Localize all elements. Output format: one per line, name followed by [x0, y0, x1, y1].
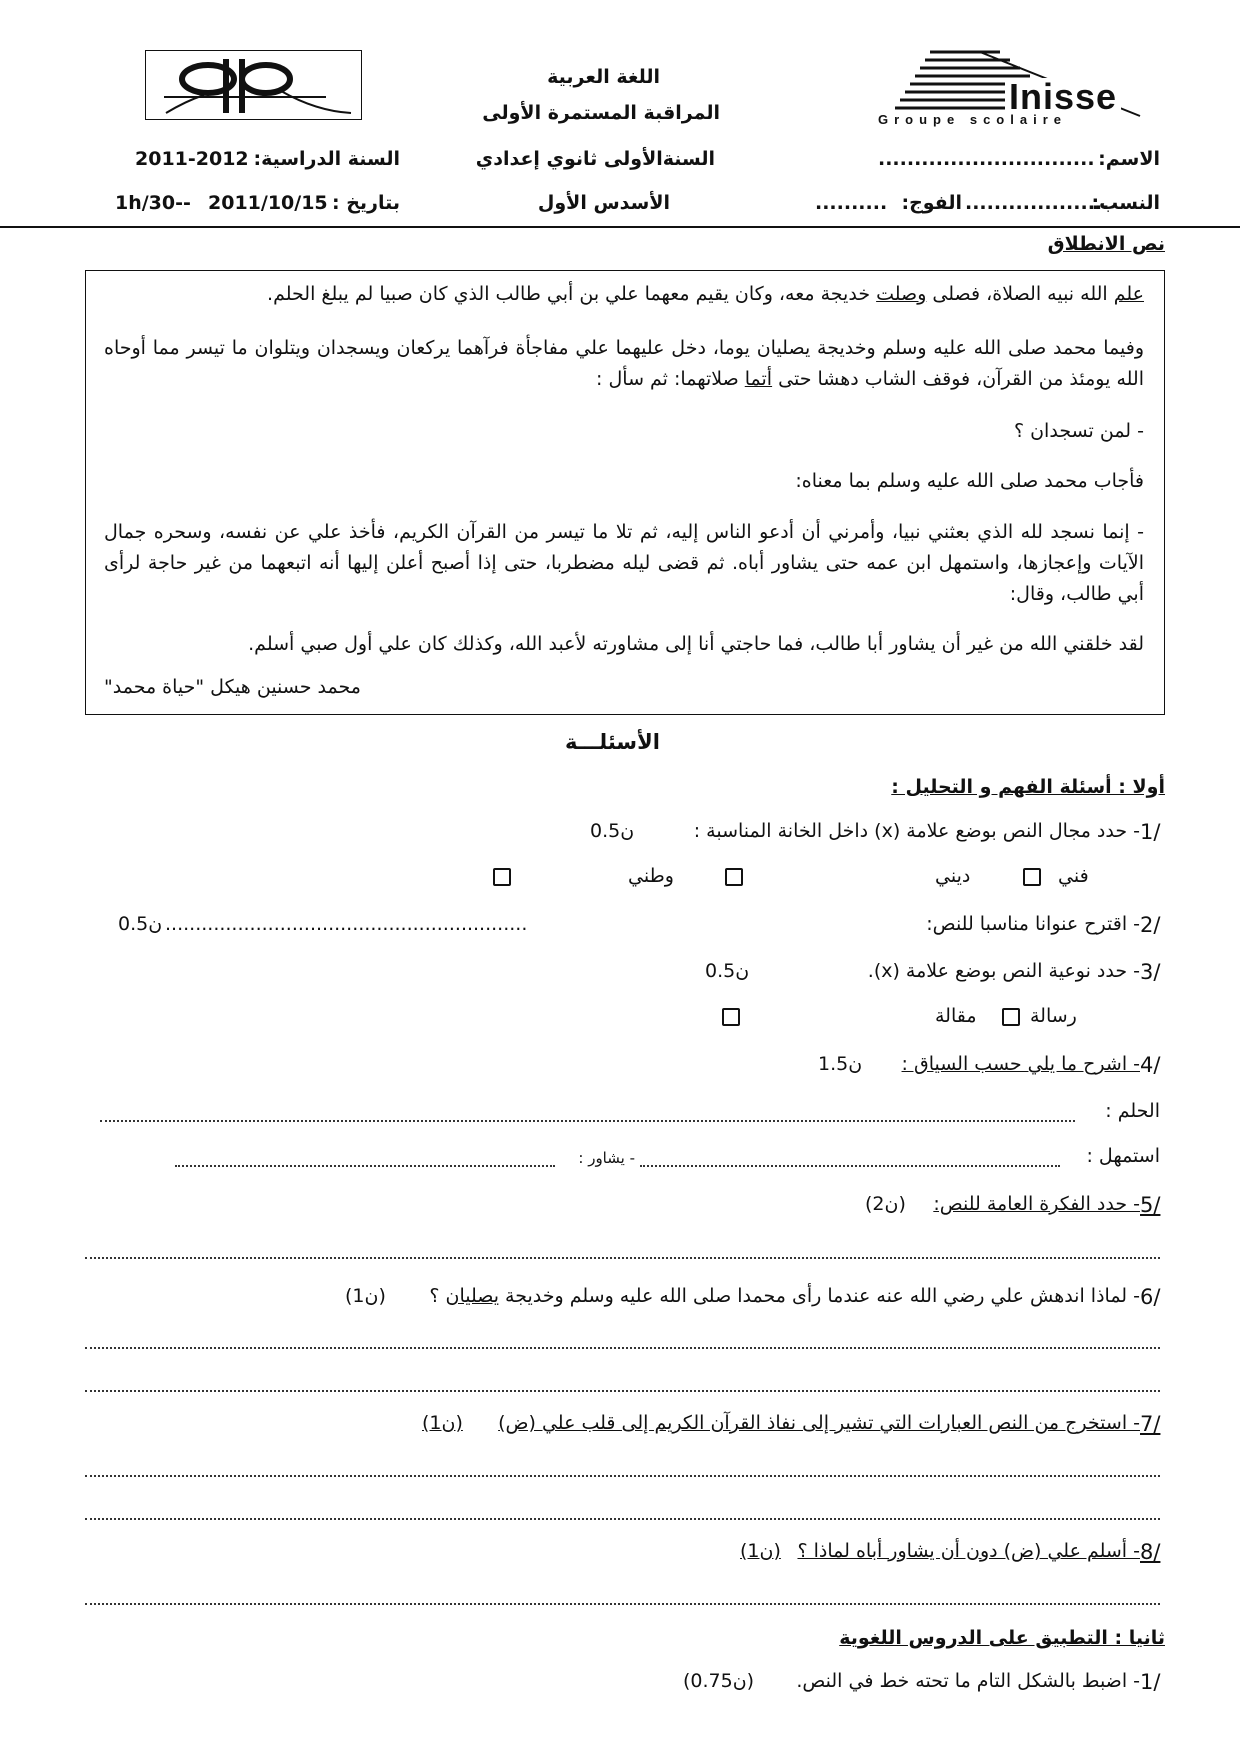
- passage-box: [85, 270, 1165, 715]
- logo-subtitle: Groupe scolaire: [878, 112, 1067, 127]
- q4-word-2-label: استمهل :: [1086, 1145, 1160, 1167]
- q4-word-1-answer[interactable]: [100, 1120, 1075, 1122]
- question-7-points: (1ن): [422, 1412, 463, 1434]
- question-5-text: - حدد الفكرة العامة للنص:: [933, 1193, 1140, 1215]
- question-4-text: - اشرح ما يلي حسب السياق :: [901, 1053, 1140, 1075]
- left-logo: [145, 50, 362, 120]
- q6-underlined-word: يصليان: [445, 1285, 500, 1307]
- emblem-icon: [146, 51, 361, 119]
- passage-paragraph-2: [104, 333, 1144, 395]
- q4-word-1-label: الحلم :: [1105, 1100, 1160, 1122]
- q6-answer-line-2[interactable]: [85, 1390, 1160, 1392]
- passage-paragraph-4: فأجاب محمد صلى الله عليه وسلم بما معناه:: [795, 470, 1144, 492]
- passage-paragraph-5: - إنما نسجد لله الذي بعثني نبيا، وأمرني أن أدعو الناس إليه، ثم تلا ما تيسر من القرآن الكريم، فأخذ علي عن نفسه، وسحره جمال الآيات وإعجازها، واستمهل ابن عمه حتى يشاور أباه. ثم قضى ليله مضطربا، حتى إذا أصبح أعلن إليها أنه اتبعهما من غير حاجة لرأى أبي طالب، وقال:: [104, 521, 1144, 605]
- question-1-number: 1/: [1140, 820, 1161, 844]
- q7-answer-line-2[interactable]: [85, 1518, 1160, 1520]
- group-value[interactable]: ..........: [815, 192, 888, 214]
- q6-answer-line-1[interactable]: [85, 1347, 1160, 1349]
- q3-option-letter-label: رسالة: [1030, 1005, 1077, 1027]
- section-2-q1-text: - اضبط بالشكل التام ما تحته خط في النص.: [796, 1670, 1140, 1692]
- q1-option-religious-checkbox[interactable]: [725, 868, 743, 886]
- right-logo: [870, 48, 1150, 128]
- question-5-points: (2ن): [865, 1193, 906, 1215]
- q4-word-2-answer[interactable]: [640, 1165, 1060, 1167]
- text-segment: خديجة معه، وكان يقيم معهما علي بن أبي طالب الذي كان صبيا لم يبلغ الحلم.: [267, 283, 877, 305]
- school-year-value: 2011-2012: [135, 148, 249, 170]
- header-divider: [0, 226, 1240, 228]
- q1-option-national-checkbox[interactable]: [493, 868, 511, 886]
- exam-date: 2011/10/15: [208, 192, 328, 214]
- question-1-points: 0.5ن: [590, 820, 635, 842]
- q3-option-article-checkbox[interactable]: [722, 1008, 740, 1026]
- section-2-heading: ثانيا : التطبيق على الدروس اللغوية: [839, 1627, 1165, 1649]
- section-2-q1-number: 1/: [1140, 1670, 1161, 1694]
- school-year-label: السنة الدراسية:: [253, 148, 400, 170]
- text-segment: الله نبيه الصلاة، فصلى: [926, 283, 1114, 305]
- section-1-heading: أولا : أسئلة الفهم و التحليل :: [891, 776, 1165, 798]
- duration: 1h/30--: [115, 192, 191, 214]
- question-1-text: - حدد مجال النص بوضع علامة (x) داخل الخانة المناسبة :: [693, 820, 1140, 842]
- q6-text-segment: - لماذا اندهش علي رضي الله عنه عندما رأى محمدا صلى الله عليه وسلم وخديجة: [499, 1285, 1140, 1307]
- date-label: بتاريخ :: [331, 192, 400, 214]
- question-2-points: 0.5ن: [118, 913, 163, 935]
- text-segment: صلاتهما: ثم سأل :: [596, 368, 745, 390]
- question-4-points: 1.5ن: [818, 1053, 863, 1075]
- question-8-number: 8/: [1140, 1540, 1161, 1564]
- question-6-points: (1ن): [345, 1285, 386, 1307]
- q4-word-3-answer[interactable]: [175, 1165, 555, 1167]
- q7-answer-line-1[interactable]: [85, 1475, 1160, 1477]
- q6-text-segment: ؟: [429, 1285, 446, 1307]
- family-label: النسب:: [1091, 192, 1160, 214]
- q1-option-religious-label: ديني: [935, 865, 971, 887]
- question-4-number: 4/: [1140, 1053, 1161, 1077]
- question-8-text: - أسلم علي (ض) دون أن يشاور أباه لماذا ؟: [797, 1540, 1140, 1562]
- question-2-number: 2/: [1140, 913, 1161, 937]
- question-7-text: - استخرج من النص العبارات التي تشير إلى نفاذ القرآن الكريم إلى قلب علي (ض): [498, 1412, 1140, 1434]
- text-segment: وفيما محمد صلى الله عليه وسلم وخديجة يصليان يوما، دخل عليهما علي مفاجأة فرآهما يركعان ويسجدان ويتلوان ما تيسر مما أوحاه الله يومئذ من القرآن، فوقف الشاب دهشا حتى: [104, 337, 1144, 390]
- question-6-text: [410, 1285, 1140, 1307]
- group-label: الفوج:: [901, 192, 962, 214]
- question-7-number: 7/: [1140, 1412, 1161, 1436]
- question-2-answer-dots[interactable]: ............................................................: [165, 913, 528, 935]
- underlined-word-1: علم: [1113, 283, 1144, 305]
- logo-brand: Inisse: [1005, 78, 1121, 116]
- question-6-number: 6/: [1140, 1285, 1161, 1309]
- question-3-points: 0.5ن: [705, 960, 750, 982]
- grade-label: السنةالأولى ثانوي إعدادي: [475, 148, 715, 170]
- passage-paragraph-6: لقد خلقني الله من غير أن يشاور أبا طالب، فما حاجتي أنا إلى مشاورته لأعبد الله، وكذلك كان علي أول صبي أسلم.: [248, 633, 1144, 655]
- passage-heading: نص الانطلاق: [1047, 233, 1165, 255]
- q1-option-art-checkbox[interactable]: [1023, 868, 1041, 886]
- question-3-text: - حدد نوعية النص بوضع علامة (x).: [867, 960, 1140, 982]
- underlined-word-2: وصلت: [876, 283, 927, 305]
- underlined-word-3: أتما: [744, 368, 773, 390]
- q1-option-art-label: فني: [1058, 865, 1089, 887]
- name-value[interactable]: ..............................: [878, 148, 1095, 170]
- semester-label: الأسدس الأول: [537, 192, 670, 214]
- passage-paragraph-3: - لمن تسجدان ؟: [1013, 420, 1144, 442]
- exam-title: المراقبة المستمرة الأولى: [482, 102, 720, 124]
- passage-source: محمد حسنين هيكل "حياة محمد": [104, 676, 361, 698]
- q3-option-article-label: مقالة: [935, 1005, 977, 1027]
- name-label: الاسم:: [1098, 148, 1160, 170]
- question-5-number: 5/: [1140, 1193, 1161, 1217]
- q5-answer-line[interactable]: [85, 1257, 1160, 1259]
- section-2-q1-points: (0.75ن): [683, 1670, 755, 1692]
- q3-option-letter-checkbox[interactable]: [1002, 1008, 1020, 1026]
- family-value[interactable]: ....................: [965, 192, 1110, 214]
- question-2-text: - اقترح عنوانا مناسبا للنص:: [926, 913, 1140, 935]
- question-3-number: 3/: [1140, 960, 1161, 984]
- subject-title: اللغة العربية: [547, 66, 660, 88]
- q4-word-3-label: - يشاور :: [578, 1149, 635, 1167]
- q8-answer-line[interactable]: [85, 1603, 1160, 1605]
- q1-option-national-label: وطني: [628, 865, 674, 887]
- passage-paragraph-1: [104, 279, 1144, 310]
- question-8-points: (1ن): [740, 1540, 781, 1562]
- questions-title: الأسئلـــة: [565, 730, 660, 754]
